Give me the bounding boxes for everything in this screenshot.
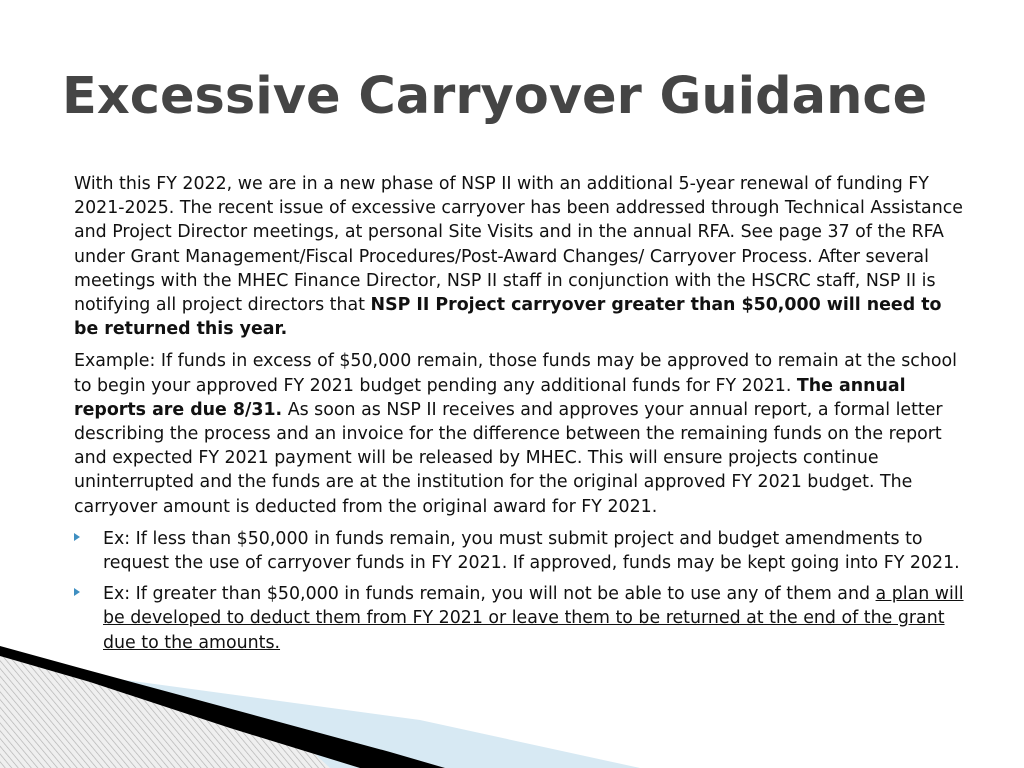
page-title: Excessive Carryover Guidance [62, 67, 928, 126]
bullet-text: Ex: If greater than $50,000 in funds remain, you will not be able to use any of them and [103, 584, 876, 605]
paragraph-intro [74, 172, 964, 341]
paragraph-intro-bold: NSP II Project carryover greater than $50,000 will need to be returned this year. [74, 295, 942, 340]
triangle-bullet-icon [74, 533, 80, 541]
triangle-bullet-icon [74, 588, 80, 596]
paragraph-example-text-before: Example: If funds in excess of $50,000 remain, those funds may be approved to remain at the school to begin your approved FY 2021 budget pending any additional funds for FY 2021. [74, 351, 957, 396]
bullet-item [74, 582, 964, 655]
bullet-item [74, 527, 964, 575]
bullet-list [74, 527, 964, 655]
bullet-text: Ex: If less than $50,000 in funds remain, you must submit project and budget amendments to request the use of carryover funds in FY 2021. If approved, funds may be kept going into FY 2021. [103, 528, 960, 574]
paragraph-example-bold: The annual reports are due 8/31. [74, 375, 906, 420]
paragraph-example [74, 349, 964, 518]
slide-body [74, 172, 964, 662]
bullet-underlined-text: a plan will be developed to deduct them from FY 2021 or leave them to be returned at the end of the grant due to the amounts. [103, 584, 964, 653]
paragraph-example-text-after: As soon as NSP II receives and approves your annual report, a formal letter describing the process and an invoice for the difference between the remaining funds on the report and expected FY 2021 payment will be released by MHEC. This will ensure projects continue uninterrupted and the funds are at the institution for the original approved FY 2021 budget. The carryover amount is deducted from the original award for FY 2021. [74, 399, 943, 517]
paragraph-intro-text: With this FY 2022, we are in a new phase of NSP II with an additional 5-year renewal of funding FY 2021-2025. The recent issue of excessive carryover has been addressed through Technical Assistance and Project Director meetings, at personal Site Visits and in the annual RFA. See page 37 of the RFA under Grant Management/Fiscal Procedures/Post-Award Changes/ Carryover Process. After several meetings with the MHEC Finance Director, NSP II staff in conjunction with the HSCRC staff, NSP II is notifying all project directors that [74, 174, 963, 316]
